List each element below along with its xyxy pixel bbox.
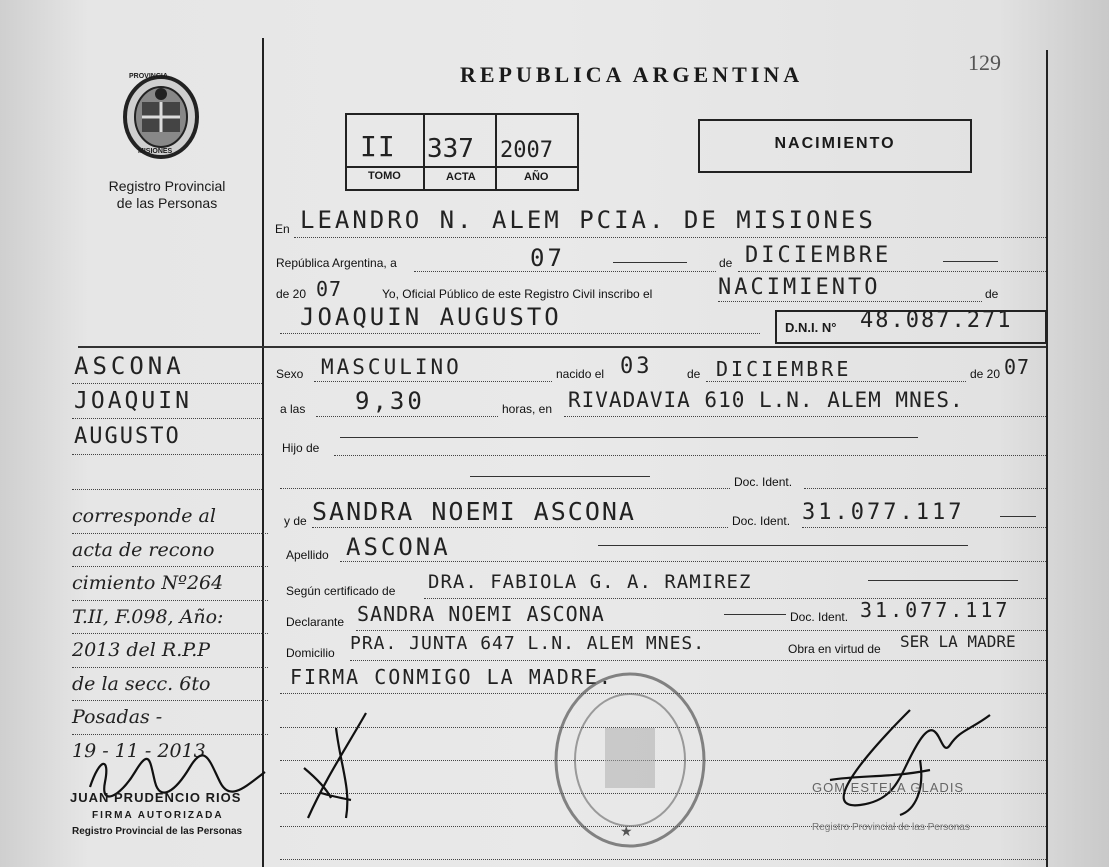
- domicilio-label: Domicilio: [286, 646, 335, 660]
- seal-text-top: PROVINCIA: [129, 73, 168, 80]
- certificado-dash: [868, 580, 1018, 581]
- margin-note-line: 19 - 11 - 2013: [72, 739, 206, 762]
- lugar-value: RIVADAVIA 610 L.N. ALEM MNES.: [568, 388, 964, 412]
- declarante-dotline: [356, 630, 1046, 631]
- page-number: 129: [968, 50, 1001, 75]
- year-value: 07: [316, 277, 343, 301]
- domicilio-dotline: [350, 660, 1046, 661]
- madre-value: SANDRA NOEMI ASCONA: [312, 497, 636, 526]
- margin-line-2: [72, 418, 262, 419]
- hijo-dash: [340, 437, 918, 438]
- en-value: LEANDRO N. ALEM PCIA. DE MISIONES: [300, 206, 876, 234]
- right-frame-line: [1046, 50, 1048, 867]
- doc-ident-label3: Doc. Ident.: [790, 610, 849, 624]
- oficial-text: Yo, Oficial Público de este Registro Civil inscribo el: [382, 287, 653, 301]
- margin-note-line: 2013 del R.P.P: [72, 634, 268, 668]
- nacido-label: nacido el: [556, 367, 605, 381]
- month-dotline: [738, 271, 1046, 272]
- officer-office: Registro Provincial de las Personas: [72, 826, 243, 837]
- apellido-value: ASCONA: [346, 533, 451, 561]
- registry-name: [92, 178, 242, 212]
- stamp-officer-office: Registro Provincial de las Personas: [812, 822, 970, 833]
- margin-line-4: [72, 489, 262, 490]
- section-separator: [78, 346, 1046, 348]
- sexo-label: Sexo: [276, 367, 304, 381]
- registry-name-line1: Registro Provincial: [108, 178, 226, 194]
- svg-text:★: ★: [620, 823, 633, 839]
- acta-value: 337: [427, 134, 474, 164]
- margin-note: [72, 500, 268, 767]
- de-label3: de: [687, 367, 701, 381]
- en-label: En: [275, 222, 290, 236]
- day-value: 07: [530, 244, 565, 272]
- ruled-line-5: [280, 859, 1046, 860]
- horas-en-label: horas, en: [502, 402, 553, 416]
- record-type-label: NACIMIENTO: [774, 135, 896, 152]
- madre-doc-dotline: [802, 527, 1046, 528]
- doc-ident-label: Doc. Ident.: [734, 475, 793, 489]
- madre-doc-dash: [1000, 516, 1036, 517]
- en-dotline: [294, 237, 1046, 238]
- obra-value: SER LA MADRE: [900, 632, 1016, 651]
- firma-value: FIRMA CONMIGO LA MADRE.: [290, 665, 613, 689]
- margin-line-3: [72, 454, 262, 455]
- tomo-label: TOMO: [368, 170, 401, 182]
- de-label: de: [719, 256, 733, 270]
- sexo-dotline: [314, 381, 552, 382]
- margin-note-line: T.II, F.098, Año:: [72, 601, 268, 635]
- officer-role: FIRMA AUTORIZADA: [92, 810, 224, 821]
- month-value: DICIEMBRE: [745, 243, 892, 268]
- nacido-dotline: [706, 381, 966, 382]
- apellido-dotline: [340, 561, 1046, 562]
- dni-label: D.N.I. N°: [785, 320, 837, 335]
- segun-label: Según certificado de: [286, 584, 396, 598]
- day-dash: [613, 262, 687, 263]
- margin-line-1: [72, 383, 262, 384]
- margin-given1: JOAQUIN: [74, 388, 192, 414]
- madre-dotline: [312, 527, 728, 528]
- apellido-dash: [598, 545, 968, 546]
- declarante-label: Declarante: [286, 615, 345, 629]
- anio-label: AÑO: [524, 171, 549, 183]
- day-dotline: [414, 271, 716, 272]
- officer-name: JUAN PRUDENCIO RIOS: [70, 790, 242, 805]
- stamp-officer-name: GOM ESTELA GLADIS: [812, 780, 965, 795]
- inscribo-value: NACIMIENTO: [718, 275, 881, 300]
- official-stamp-icon: [550, 668, 710, 853]
- de20-label: de 20: [970, 367, 1001, 381]
- record-id-divider2: [495, 113, 497, 189]
- dni-value: 48.087.271: [860, 308, 1013, 333]
- y-de-label: y de: [284, 514, 307, 528]
- a-las-label: a las: [280, 402, 306, 416]
- name-value: JOAQUIN AUGUSTO: [300, 303, 562, 331]
- margin-note-line: corresponde al: [72, 500, 268, 534]
- obra-label: Obra en virtud de: [788, 642, 881, 656]
- declarante-value: SANDRA NOEMI ASCONA: [357, 602, 605, 626]
- country-title: REPUBLICA ARGENTINA: [460, 62, 804, 87]
- doc-ident-label2: Doc. Ident.: [732, 514, 791, 528]
- hijo-dash2: [470, 476, 650, 477]
- hijo-doc-dotline: [280, 488, 730, 489]
- apellido-label: Apellido: [286, 548, 329, 562]
- sexo-value: MASCULINO: [321, 355, 462, 379]
- republica-label: República Argentina, a: [276, 256, 397, 270]
- nacido-month: DICIEMBRE: [716, 357, 852, 381]
- declarante-doc: 31.077.117: [860, 598, 1011, 622]
- de-label2: de: [985, 287, 999, 301]
- declarante-dash: [724, 614, 786, 615]
- record-id-divider1: [423, 113, 425, 189]
- hijo-label: Hijo de: [282, 441, 320, 455]
- anio-value: 2007: [500, 138, 553, 163]
- certificado-value: DRA. FABIOLA G. A. RAMIREZ: [428, 571, 752, 593]
- inscribo-dotline: [718, 301, 982, 302]
- margin-surname: ASCONA: [74, 352, 185, 380]
- year-prefix: de 20: [276, 287, 307, 301]
- hora-value: 9,30: [355, 387, 425, 415]
- nacido-day: 03: [620, 354, 653, 379]
- margin-note-line: cimiento Nº264: [72, 567, 268, 601]
- nacido-year: 07: [1004, 355, 1031, 379]
- mother-signature-icon: [296, 708, 376, 828]
- hora-dotline: [316, 416, 498, 417]
- margin-note-line: de la secc. 6to: [72, 668, 268, 702]
- hijo-doc-value-dotline: [804, 488, 1046, 489]
- madre-doc: 31.077.117: [802, 500, 965, 525]
- record-id-label-divider: [345, 166, 577, 168]
- margin-note-line: Posadas -: [72, 701, 268, 735]
- lugar-dotline: [564, 416, 1046, 417]
- month-dash: [943, 261, 998, 262]
- acta-label: ACTA: [446, 171, 476, 183]
- official-signature-icon: [800, 700, 1010, 820]
- registry-name-line2: de las Personas: [116, 195, 218, 211]
- margin-given2: AUGUSTO: [74, 424, 181, 449]
- seal-text-bottom: MISIONES: [138, 148, 173, 155]
- tomo-value: II: [360, 130, 396, 163]
- name-dotline: [280, 333, 760, 334]
- hijo-dotline: [334, 455, 1046, 456]
- margin-note-line: acta de recono: [72, 534, 268, 568]
- domicilio-value: PRA. JUNTA 647 L.N. ALEM MNES.: [350, 633, 706, 654]
